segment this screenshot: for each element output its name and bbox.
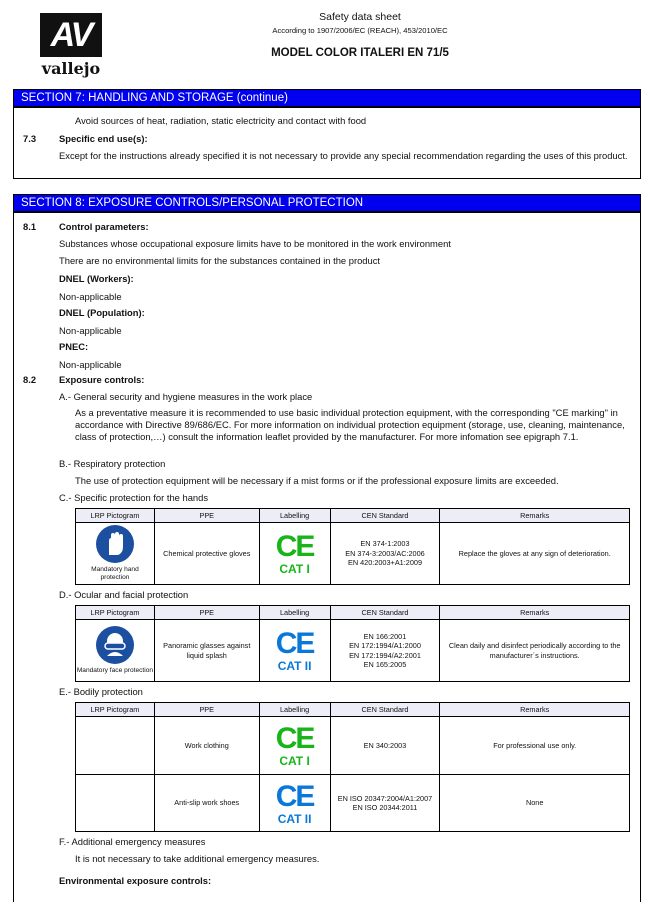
table-row bbox=[76, 717, 630, 775]
body-protection-table: LRP Pictogram PPE Labelling CEN Standard Remarks Work clothing CE CAT I EN 340:2003 For professional use only. Anti-slip work shoes CE CAT II EN ISO 20347:2004/A1:2007 EN ISO 20344:2011 None bbox=[75, 702, 630, 832]
s8-2-number: 8.2 bbox=[23, 374, 37, 385]
s8-2-b-body: The use of protection equipment will be necessary if a mist forms or if the professional exposure limits are exceeded. bbox=[75, 475, 559, 486]
body-row2-standard: EN ISO 20347:2004/A1:2007 EN ISO 20344:2011 bbox=[330, 775, 440, 832]
s7-3-number: 7.3 bbox=[23, 133, 37, 144]
ce-cat2-mark: CE CAT II bbox=[275, 779, 314, 826]
body-row1-remarks: For professional use only. bbox=[440, 717, 630, 775]
dnel-workers-label: DNEL (Workers): bbox=[59, 273, 134, 284]
col-standard: CEN Standard bbox=[330, 509, 440, 523]
s8-1-line2: There are no environmental limits for the substances contained in the product bbox=[59, 255, 381, 266]
s8-1-line1: Substances whose occupational exposure limits have to be monitored in the work environment bbox=[59, 238, 451, 249]
dnel-population-value: Non-applicable bbox=[59, 325, 122, 336]
eyes-ppe: Panoramic glasses against liquid splash bbox=[154, 620, 259, 682]
s7-avoid-text: Avoid sources of heat, radiation, static electricity and contact with food bbox=[75, 115, 367, 126]
ce-cat1-mark: CE CAT I bbox=[275, 722, 314, 768]
s7-3-body: Except for the instructions already specified it is not necessary to provide any special recommendation regarding the uses of this product. bbox=[59, 150, 628, 161]
col-labelling: Labelling bbox=[259, 509, 330, 523]
body-row1-ppe: Work clothing bbox=[154, 717, 259, 775]
table-row bbox=[76, 620, 630, 682]
s8-2-a-body: As a preventative measure it is recommended to use basic individual protection equipment, with the corresponding "CE marking" in accordance with Directive 89/686/EC. For more information on individual protection equipment (storage, use, cleaning, maintenance, class of protection,…) consult the information leaflet provided by the manufacturer. For more infomation see epigraph 7.1. bbox=[75, 407, 625, 442]
body-row2-remarks: None bbox=[440, 775, 630, 832]
hands-protection-table bbox=[75, 508, 630, 585]
s8-1-number: 8.1 bbox=[23, 221, 37, 232]
col-pictogram: LRP Pictogram bbox=[76, 509, 155, 523]
s8-2-b-title: B.- Respiratory protection bbox=[59, 458, 166, 469]
table-row bbox=[76, 523, 630, 585]
s8-1-title: Control parameters: bbox=[59, 221, 149, 232]
ce-cat1-mark: CE CAT I bbox=[275, 530, 314, 576]
glove-icon bbox=[96, 525, 134, 563]
col-ppe: PPE bbox=[154, 509, 259, 523]
vallejo-logo bbox=[40, 13, 106, 79]
goggles-icon bbox=[96, 626, 134, 664]
body-row2-ppe: Anti-slip work shoes bbox=[154, 775, 259, 832]
table-row bbox=[76, 775, 630, 832]
section-7-header: SECTION 7: HANDLING AND STORAGE (continue) bbox=[13, 89, 641, 107]
body-row1-standard: EN 340:2003 bbox=[330, 717, 440, 775]
hand-protection-pictogram: Mandatory hand protection bbox=[76, 525, 154, 582]
env-controls-title: Environmental exposure controls: bbox=[59, 875, 212, 886]
hands-remarks: Replace the gloves at any sign of deterioration. bbox=[440, 523, 630, 585]
regulation-text: According to 1907/2006/EC (REACH), 453/2010/EC bbox=[272, 26, 448, 35]
s7-3-title: Specific end use(s): bbox=[59, 133, 148, 144]
s8-2-f-body: It is not necessary to take additional emergency measures. bbox=[75, 853, 320, 864]
dnel-workers-value: Non-applicable bbox=[59, 291, 122, 302]
hands-standard: EN 374-1:2003 EN 374-3:2003/AC:2006 EN 420:2003+A1:2009 bbox=[330, 523, 440, 585]
eyes-remarks: Clean daily and disinfect periodically according to the manufacturer´s instructions. bbox=[440, 620, 630, 682]
doc-title: Safety data sheet bbox=[319, 11, 401, 23]
s8-2-d-title: D.- Ocular and facial protection bbox=[59, 589, 189, 600]
s8-2-title: Exposure controls: bbox=[59, 374, 145, 385]
s8-2-e-title: E.- Bodily protection bbox=[59, 686, 143, 697]
pnec-value: Non-applicable bbox=[59, 359, 122, 370]
col-remarks: Remarks bbox=[440, 509, 630, 523]
dnel-population-label: DNEL (Population): bbox=[59, 307, 145, 318]
section-8-header: SECTION 8: EXPOSURE CONTROLS/PERSONAL PROTECTION bbox=[13, 194, 641, 212]
eyes-standard: EN 166:2001 EN 172:1994/A1:2000 EN 172:1994/A2:2001 EN 165:2005 bbox=[330, 620, 440, 682]
face-protection-pictogram: Mandatory face protection bbox=[76, 626, 154, 675]
s8-2-c-title: C.- Specific protection for the hands bbox=[59, 492, 209, 503]
logo-word: vallejo bbox=[41, 59, 101, 78]
eye-protection-table: LRP Pictogram PPE Labelling CEN Standard Remarks Mandatory face protection Panoramic glasses against liquid splash CE CAT II EN 166:2001 EN 172:1994/A1:2000 EN 172:1994/A2:2001 EN 165:2005 Clean daily and disinfect periodically according to the manufacturer´s instructions. bbox=[75, 605, 630, 682]
pnec-label: PNEC: bbox=[59, 341, 89, 352]
logo-mark: AV bbox=[40, 13, 102, 57]
product-name: MODEL COLOR ITALERI EN 71/5 bbox=[271, 47, 449, 59]
s8-2-f-title: F.- Additional emergency measures bbox=[59, 836, 206, 847]
s8-2-a-title: A.- General security and hygiene measures in the work place bbox=[59, 391, 313, 402]
hands-ppe: Chemical protective gloves bbox=[154, 523, 259, 585]
ce-cat2-mark: CE CAT II bbox=[275, 627, 314, 673]
